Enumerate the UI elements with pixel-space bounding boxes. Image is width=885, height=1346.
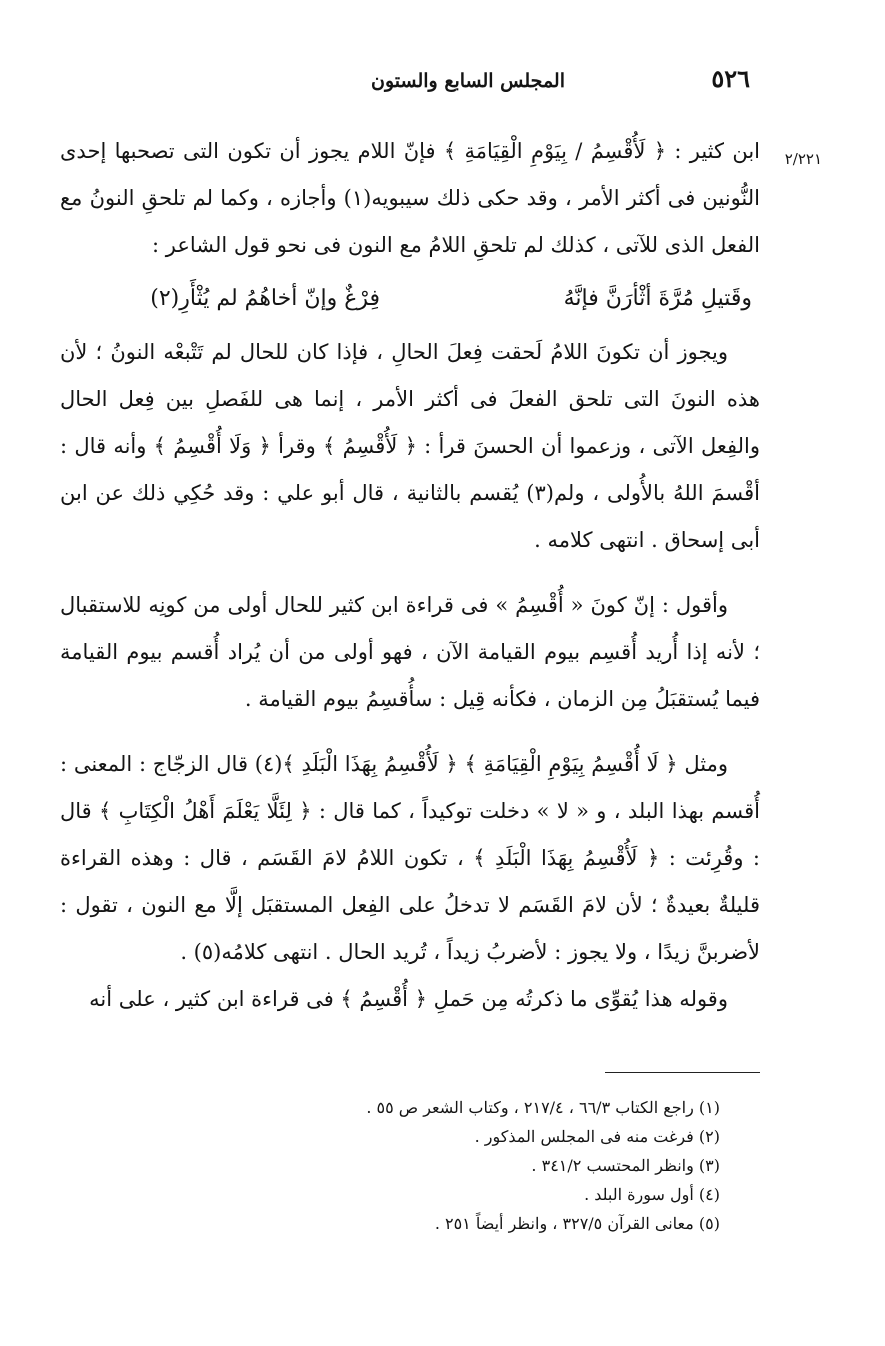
poetry-verse (60, 269, 760, 329)
running-title: المجلس السابع والستون (371, 70, 565, 92)
footnote-2: (٢) فرغت منه فى المجلس المذكور . (474, 1127, 720, 1146)
main-text (60, 128, 760, 1023)
paragraph-3: وأقول : إنّ كونَ « أُقْسِمُ » فى قراءة ابن كثير للحال أولى من كونِه للاستقبال ؛ لأنه إذا أُريد أُقسِم بيوم القيامة الآن ، فهو أولى من أن يُراد أُقسم بيوم القيامة فيما يُستقبَلُ مِن الزمان ، فكأنه قِيل : سأُقسِمُ بيوم القيامة . (60, 593, 760, 711)
footnote-4: (٤) أول سورة البلد . (584, 1185, 720, 1204)
paragraph-5: وقوله هذا يُقوِّى ما ذكرتُه مِن حَملِ ﴿ أُقْسِمُ ﴾ فى قراءة ابن كثير ، على أنه (89, 987, 728, 1011)
footnote-5: (٥) معانى القرآن ٣٢٧/٥ ، وانظر أيضاً ٢٥١ . (434, 1214, 720, 1233)
verse-first-hemistich: وقَتيلِ مُرَّةَ أثْأرَنَّ فإنَّهُ (563, 286, 752, 311)
page-header (300, 64, 750, 100)
page-number: ٥٢٦ (711, 64, 750, 93)
footnote-separator (605, 1072, 760, 1073)
margin-reference: ٢/٢٢١ (784, 150, 822, 168)
footnote-3: (٣) وانظر المحتسب ٣٤١/٢ . (531, 1156, 720, 1175)
paragraph-2: ويجوز أن تكونَ اللامُ لَحقت فِعلَ الحالِ ، فإذا كان للحال لم تَتْبعْه النونُ ؛ لأن هذه النونَ التى تلحق الفعلَ فى أكثر الأمر ، إنما هى للفَصلِ بين فِعل الحال والفِعل الآتى ، وزعموا أن الحسنَ قرأ : ﴿ لَأُقْسِمُ ﴾ وقرأ ﴿ وَلَا أُقْسِمُ ﴾ وأنه قال : أقْسمَ اللهُ بالأُولى ، ولم(٣) يُقسم بالثانية ، قال أبو علي : وقد حُكِي ذلك عن ابن أبى إسحاق . انتهى كلامه . (60, 340, 760, 552)
verse-second-hemistich: فِرْغٌ وإنّ أخاهُمُ لم يُثْأَرِ(٢) (150, 286, 380, 311)
paragraph-4: ومثل ﴿ لَا أُقْسِمُ بِيَوْمِ الْقِيَامَةِ ﴾ ﴿ لَأُقْسِمُ بِهَذَا الْبَلَدِ ﴾(٤) قال الزجّاج : المعنى : أُقسم بهذا البلد ، و « لا » دخلت توكيداً ، كما قال : ﴿ لِئَلَّا يَعْلَمَ أَهْلُ الْكِتَابِ ﴾ قال : وقُرِئت : ﴿ لَأُقْسِمُ بِهَذَا الْبَلَدِ ﴾ ، تكون اللامُ لامَ القَسَم ، قال : وهذه القراءة قليلةٌ بعيدةٌ ؛ لأن لامَ القَسَم لا تدخلُ على الفِعل المستقبَل إلَّا مع النون ، تقول : لأضربنَّ زيدًا ، ولا يجوز : لأضربُ زيداً ، تُريد الحال . انتهى كلامُه(٥) . (60, 752, 760, 964)
footnotes (240, 1093, 720, 1238)
paragraph-1: ابن كثير : ﴿ لَأُقْسِمُ / بِيَوْمِ الْقِيَامَةِ ﴾ فإنّ اللام يجوز أن تكون التى تصحبها إحدى النُّونين فى أكثر الأمر ، وقد حكى ذلك سيبويه(١) وأجازه ، وكما لم تلحقِ النونُ مع الفعل الذى للآتى ، كذلك لم تلحقِ اللامُ مع النون فى نحو قول الشاعر : (60, 139, 760, 257)
footnote-1: (١) راجع الكتاب ٦٦/٣ ، ٢١٧/٤ ، وكتاب الشعر ص ٥٥ . (366, 1098, 720, 1117)
